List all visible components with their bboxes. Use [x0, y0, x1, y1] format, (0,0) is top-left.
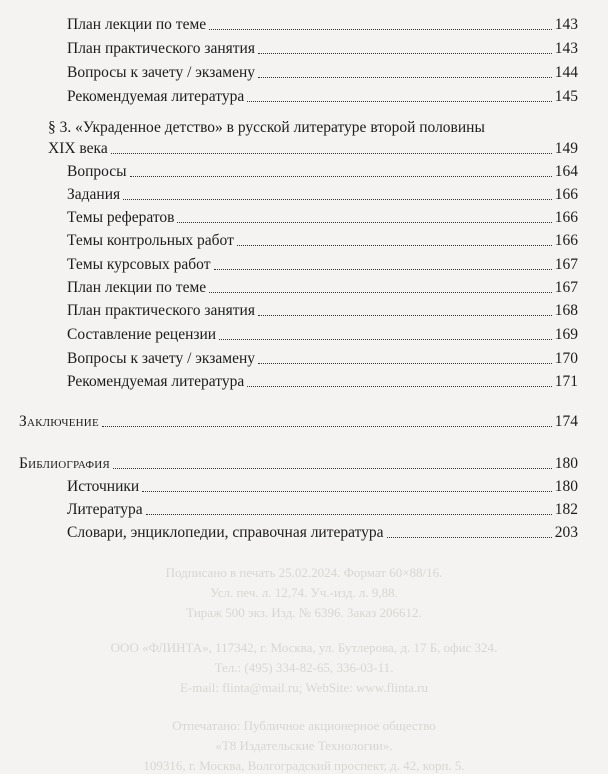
show-through-text: Усл. печ. л. 12,74. Уч.-изд. л. 9,88. [210, 585, 398, 600]
toc-entry-label: Вопросы к зачету / экзамену [67, 64, 255, 81]
leader-dots [247, 386, 552, 387]
show-through-text: Тираж 500 экз. Изд. № 6396. Заказ 206612. [186, 605, 422, 620]
toc-page-number: 144 [554, 64, 578, 81]
show-through-text: «Т8 Издательские Технологии». [215, 738, 393, 753]
toc-entry[interactable] [67, 279, 578, 297]
toc-entry[interactable] [67, 163, 578, 181]
toc-entry-label: Библиография [19, 455, 110, 472]
toc-page-number: 167 [554, 256, 578, 273]
toc-entry[interactable] [67, 256, 578, 274]
toc-page-number: 143 [554, 16, 578, 33]
toc-page-number: 203 [554, 524, 578, 541]
toc-entry[interactable] [67, 88, 578, 106]
toc-page-number: 145 [554, 88, 578, 105]
toc-page-number: 149 [554, 140, 578, 157]
toc-page-number: 169 [554, 326, 578, 343]
toc-page-number: 166 [554, 186, 578, 203]
leader-dots [258, 77, 552, 78]
toc-page-number: 168 [554, 302, 578, 319]
section-heading[interactable]: § 3. «Украденное детство» в русской литературе второй половины [48, 119, 485, 136]
toc-page-number: 143 [554, 40, 578, 57]
toc-entry[interactable] [67, 302, 578, 320]
toc-entry-label: Рекомендуемая литература [67, 373, 245, 390]
toc-entry-label: Темы контрольных работ [67, 232, 234, 249]
leader-dots [123, 199, 552, 200]
toc-entry-label: Рекомендуемая литература [67, 88, 245, 105]
leader-dots [258, 315, 552, 316]
leader-dots [111, 153, 552, 154]
section-heading-continuation[interactable] [48, 140, 578, 158]
leader-dots [247, 101, 552, 102]
toc-entry[interactable] [67, 350, 578, 368]
toc-entry-label: Задания [67, 186, 121, 203]
leader-dots [209, 292, 552, 293]
leader-dots [113, 468, 552, 469]
toc-page-number: 166 [554, 209, 578, 226]
toc-entry[interactable] [67, 373, 578, 391]
leader-dots [214, 269, 552, 270]
toc-entry-label: План практического занятия [67, 40, 255, 57]
section-heading-line2: XIX века [48, 140, 108, 157]
toc-entry[interactable] [67, 16, 578, 34]
toc-entry-label: План лекции по теме [67, 279, 207, 296]
leader-dots [102, 426, 552, 427]
toc-entry[interactable] [67, 501, 578, 519]
toc-page-number: 164 [554, 163, 578, 180]
toc-entry[interactable] [67, 524, 578, 542]
leader-dots [130, 176, 552, 177]
show-through-text: 109316, г. Москва, Волгоградский проспект, д. 42, корп. 5. [143, 758, 465, 773]
toc-entry-label: План лекции по теме [67, 16, 207, 33]
toc-page-number: 182 [554, 501, 578, 518]
leader-dots [258, 53, 552, 54]
toc-page-number: 167 [554, 279, 578, 296]
toc-entry-label: Литература [67, 501, 143, 518]
toc-entry[interactable] [67, 326, 578, 344]
toc-entry[interactable] [67, 232, 578, 250]
leader-dots [177, 222, 551, 223]
toc-page-number: 180 [554, 455, 578, 472]
toc-entry[interactable] [67, 186, 578, 204]
show-through-text: Тел.: (495) 334-82-65, 336-03-11. [214, 660, 394, 675]
toc-entry-label: Составление рецензии [67, 326, 217, 343]
leader-dots [258, 363, 552, 364]
leader-dots [209, 29, 552, 30]
toc-entry-conclusion[interactable] [19, 413, 578, 431]
show-through-text: Отпечатано: Публичное акционерное общество [172, 718, 436, 733]
toc-page-number: 171 [554, 373, 578, 390]
show-through-text: E-mail: flinta@mail.ru; WebSite: www.flinta.ru [179, 680, 429, 695]
toc-page-number: 166 [554, 232, 578, 249]
show-through-text: Подписано в печать 25.02.2024. Формат 60×88/16. [165, 565, 443, 580]
toc-entry-bibliography[interactable] [19, 455, 578, 473]
leader-dots [219, 339, 552, 340]
toc-entry-label: Темы курсовых работ [67, 256, 211, 273]
leader-dots [237, 245, 552, 246]
toc-page-number: 180 [554, 478, 578, 495]
toc-entry-label: Вопросы [67, 163, 127, 180]
toc-entry-label: Источники [67, 478, 140, 495]
leader-dots [142, 491, 552, 492]
toc-entry[interactable] [67, 64, 578, 82]
toc-entry[interactable] [67, 209, 578, 227]
toc-entry[interactable] [67, 40, 578, 58]
leader-dots [146, 514, 552, 515]
toc-entry-label: Темы рефератов [67, 209, 175, 226]
toc-entry-label: План практического занятия [67, 302, 255, 319]
show-through-text: ООО «ФЛИНТА», 117342, г. Москва, ул. Бутлерова, д. 17 Б, офис 324. [110, 640, 498, 655]
toc-entry-label: Вопросы к зачету / экзамену [67, 350, 255, 367]
toc-entry-label: Заключение [19, 413, 99, 430]
toc-page-number: 174 [554, 413, 578, 430]
leader-dots [387, 537, 552, 538]
toc-page-number: 170 [554, 350, 578, 367]
toc-entry-label: Словари, энциклопедии, справочная литература [67, 524, 384, 541]
toc-entry[interactable] [67, 478, 578, 496]
